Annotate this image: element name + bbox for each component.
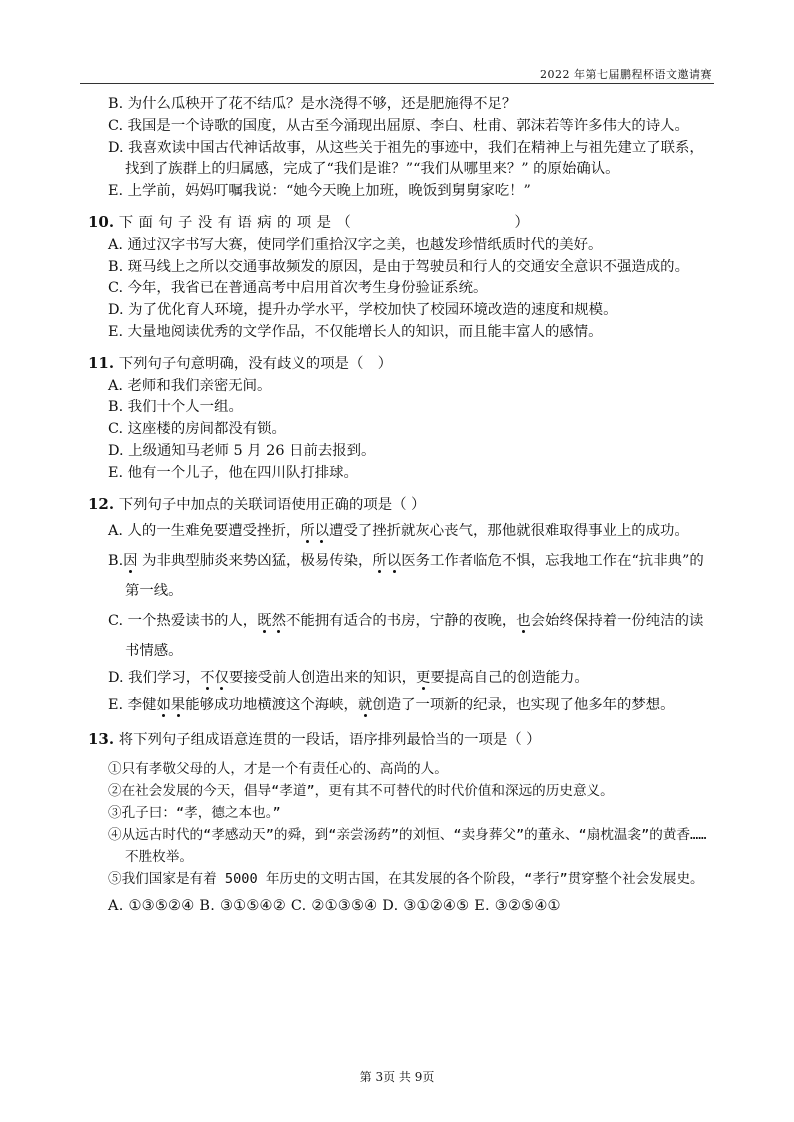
q12-title <box>88 494 714 517</box>
page-content <box>88 94 714 918</box>
q12-option-c-keyword-1 <box>257 613 286 629</box>
q13-sentence-1: ①只有孝敬父母的人，才是一个有责任心的、高尚的人。 <box>108 761 448 778</box>
q11-title <box>88 353 714 376</box>
q13-answer-choices: A. ①③⑤②④ B. ③①⑤④② C. ②①③⑤④ D. ③①②④⑤ E. ③②⑤④① <box>108 898 561 915</box>
q12-option-d-text: D. 我们学习， <box>108 670 201 687</box>
q11-option-b: B. 我们十个人一组。 <box>108 399 243 416</box>
q12-option-b-label: B. <box>108 553 124 570</box>
emphasis-dot-char: 所 <box>300 523 315 540</box>
q11-option-a: A. 老师和我们亲密无间。 <box>108 377 272 394</box>
q12-option-c <box>108 606 714 666</box>
q12-option-d <box>108 666 714 690</box>
q12-option-d-keyword-1 <box>200 670 229 686</box>
q11-stem: 下列句子句意明确，没有歧义的项是（ ） <box>118 355 393 372</box>
emphasis-dot-char: 如 <box>156 697 171 714</box>
emphasis-dot-char: 也 <box>516 613 531 630</box>
question-13 <box>88 729 714 918</box>
q12-option-b-keyword-1 <box>123 553 137 569</box>
q12-option-b-keyword-2 <box>372 553 401 569</box>
q12-stem: 下列句子中加点的关联词语使用正确的项是（ ） <box>118 496 426 513</box>
q11-option-c: C. 这座楼的房间都没有锁。 <box>108 421 286 438</box>
q12-option-c-text: C. 一个热爱读书的人， <box>108 613 258 630</box>
q9-option-d: D. 我喜欢读中国古代神话故事，从这些关于祖先的事迹中，我们在精神上与祖先建立了联系，找到了族群上的归属感，完成了“我们是谁？”“我们从哪里来？” 的原始确认。 <box>108 139 704 178</box>
exam-header: 2022 年第七届鹏程杯语文邀请赛 <box>540 68 712 81</box>
emphasis-dot-char: 然 <box>271 613 286 630</box>
q12-option-b <box>108 546 714 606</box>
question-9-options <box>108 94 714 203</box>
emphasis-dot-char: 因 <box>123 553 138 570</box>
emphasis-dot-char: 更 <box>416 670 431 687</box>
emphasis-dot-char: 仅 <box>214 670 229 687</box>
page-number: 第 3页 共 9页 <box>359 1070 435 1084</box>
q11-number: 11. <box>88 353 115 372</box>
question-12 <box>88 494 714 721</box>
emphasis-dot-char: 以 <box>314 523 330 540</box>
q12-option-c-text-3: 会始终保持着一份纯洁的读书情感。 <box>125 613 704 660</box>
emphasis-dot-char: 以 <box>386 553 402 570</box>
q10-option-b: B. 斑马线上之所以交通事故频发的原因，是由于驾驶员和行人的交通安全意识不强造成的。 <box>108 258 689 275</box>
q13-sentence-3: ③孔子曰：“孝，德之本也。” <box>108 805 281 822</box>
emphasis-dot-char: 既 <box>257 613 272 630</box>
q11-option-e: E. 他有一个儿子，他在四川队打排球。 <box>108 464 358 481</box>
q11-option-d: D. 上级通知马老师 5 月 26 日前去报到。 <box>108 442 376 459</box>
q12-option-a-text-2: 遭受了挫折就灰心丧气，那他就很难取得事业上的成功。 <box>329 523 689 540</box>
emphasis-dot-char: 就 <box>357 697 373 714</box>
q9-option-b: B. 为什么瓜秧开了花不结瓜？是水浇得不够，还是肥施得不足？ <box>108 96 517 112</box>
q12-option-e-text-3: 创造了一项新的纪录，也实现了他多年的梦想。 <box>372 697 675 714</box>
q12-option-e-text-2: 能够成功地横渡这个海峡， <box>185 697 358 714</box>
q10-option-e: E. 大量地阅读优秀的文学作品，不仅能增长人的知识，而且能丰富人的感情。 <box>108 323 603 340</box>
q12-option-a-text: A. 人的一生难免要遭受挫折， <box>108 523 301 540</box>
emphasis-dot-char: 果 <box>170 697 186 714</box>
q12-option-c-keyword-2 <box>516 613 530 629</box>
q12-option-d-text-2: 要接受前人创造出来的知识， <box>228 670 417 687</box>
q10-option-a: A. 通过汉字书写大赛，使同学们重拾汉字之美，也越发珍惜纸质时代的美好。 <box>108 236 603 253</box>
question-10 <box>88 212 714 344</box>
q12-option-a-keyword <box>300 523 329 539</box>
q13-stem: 将下列句子组成语意连贯的一段话，语序排列最恰当的一项是（ ） <box>118 732 541 749</box>
q10-option-c: C. 今年，我省已在普通高考中启用首次考生身份验证系统。 <box>108 280 488 297</box>
q10-option-d: D. 为了优化育人环境，提升办学水平，学校加快了校园环境改造的速度和规模。 <box>108 302 618 319</box>
q12-option-b-text-2: 医务工作者临危不惧，忘我地工作在“抗非典”的第一线。 <box>125 553 704 600</box>
question-11 <box>88 353 714 485</box>
q10-title <box>88 212 714 235</box>
emphasis-dot-char: 所 <box>372 553 387 570</box>
q13-sentence-5: ⑤我们国家是有着 5000 年历史的文明古国，在其发展的各个阶段，“孝行”贯穿整个社会发展史。 <box>108 871 704 888</box>
q13-number: 13. <box>88 730 115 749</box>
q12-number: 12. <box>88 494 115 513</box>
header-divider <box>80 83 714 84</box>
emphasis-dot-char: 不 <box>200 670 215 687</box>
q9-option-c: C. 我国是一个诗歌的国度，从古至今涌现出屈原、李白、杜甫、郭沫若等许多伟大的诗人。 <box>108 117 689 134</box>
q13-sentence-4: ④从远古时代的“孝感动天”的舜，到“亲尝汤药”的刘恒、“卖身葬父”的董永、“扇枕温衾”的黄香……不胜枚举。 <box>108 827 707 866</box>
q12-option-d-keyword-2 <box>416 670 430 686</box>
q13-title <box>88 729 714 752</box>
q9-option-e: E. 上学前，妈妈叮嘱我说：“她今天晚上加班，晚饭到舅舅家吃！” <box>108 183 531 200</box>
q13-sentence-2: ②在社会发展的今天，倡导“孝道”，更有其不可替代的时代价值和深远的历史意义。 <box>108 783 614 800</box>
q12-option-e <box>108 690 714 720</box>
q12-option-c-text-2: 不能拥有适合的书房，宁静的夜晚， <box>285 613 517 630</box>
q12-option-e-keyword-2 <box>358 697 372 713</box>
q12-option-d-text-3: 要提高自己的创造能力。 <box>430 670 589 687</box>
q10-number: 10. <box>88 212 115 231</box>
q12-option-b-text: 为非典型肺炎来势凶猛，极易传染， <box>137 553 373 570</box>
q10-stem: 下面句子没有语病的项是（ ） <box>118 214 535 231</box>
q12-option-e-keyword-1 <box>156 697 185 713</box>
q12-option-e-text: E. 李健 <box>108 697 157 714</box>
q12-option-a <box>108 516 714 546</box>
